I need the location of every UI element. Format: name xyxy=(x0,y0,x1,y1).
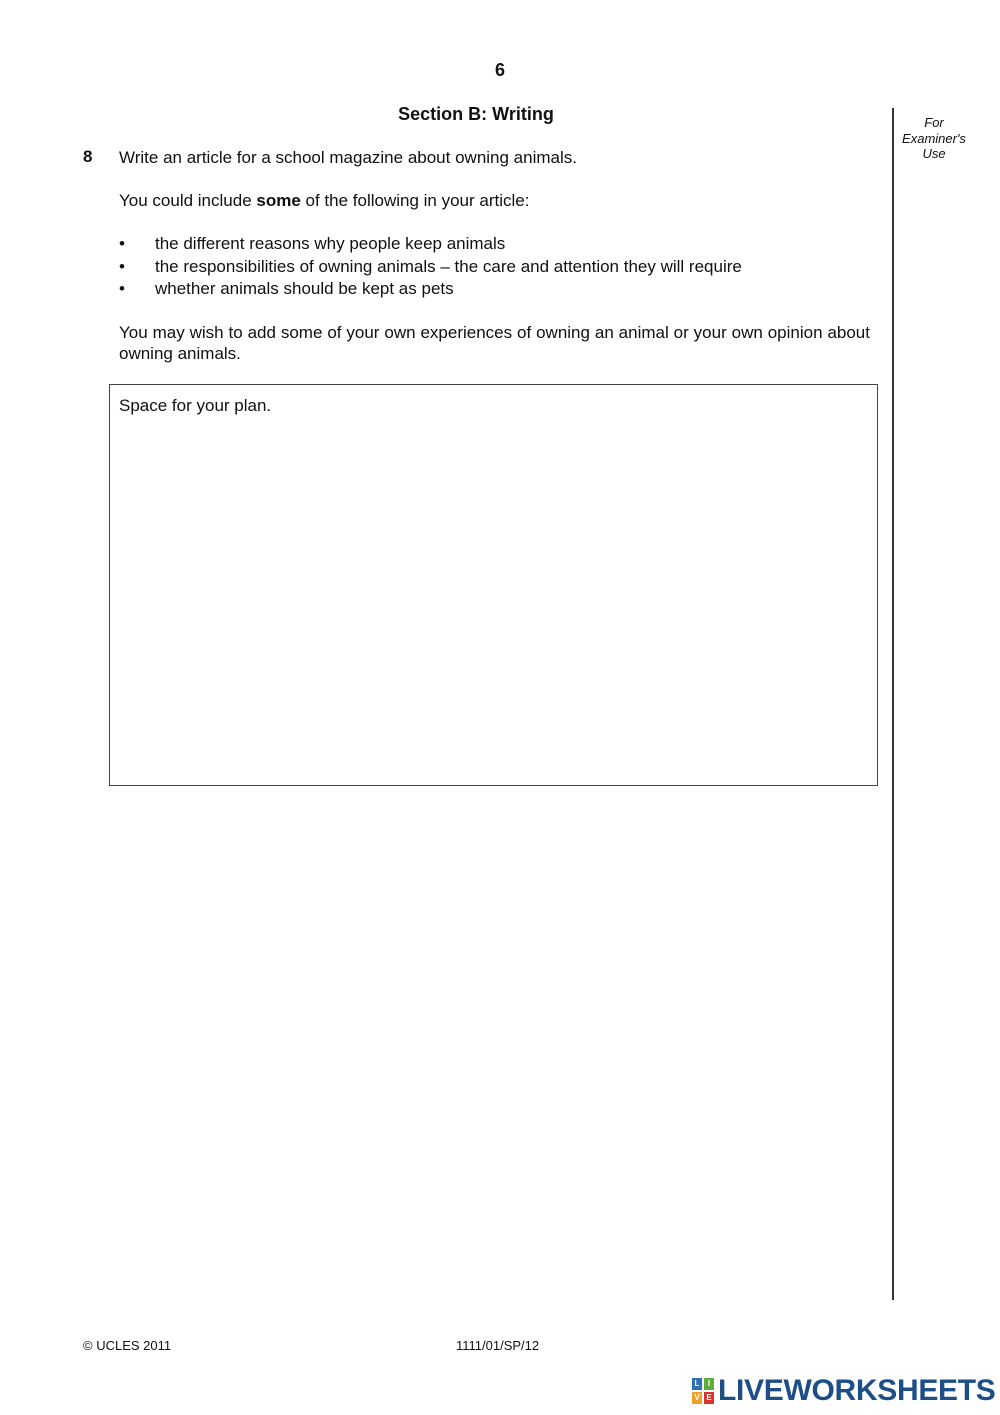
footer-paper-code: 1111/01/SP/12 xyxy=(456,1338,540,1353)
list-item-text: the different reasons why people keep animals xyxy=(155,234,506,253)
logo-letter: L xyxy=(692,1378,702,1390)
intro-emphasis: some xyxy=(256,191,301,210)
bullet-icon: • xyxy=(119,256,125,276)
liveworksheets-wordmark: LIVEWORKSHEETS xyxy=(718,1374,996,1407)
list-item-text: whether animals should be kept as pets xyxy=(155,279,454,298)
logo-letter: E xyxy=(704,1392,714,1404)
plan-box-label: Space for your plan. xyxy=(119,396,272,415)
bullet-list xyxy=(119,233,742,301)
liveworksheets-icon xyxy=(692,1378,714,1404)
list-item-text: the responsibilities of owning animals – the care and attention they will require xyxy=(155,256,742,276)
question-text: Write an article for a school magazine about owning animals. xyxy=(119,148,577,167)
list-item xyxy=(119,233,742,256)
logo-letter: I xyxy=(704,1378,714,1390)
examiner-label-line: For xyxy=(924,115,944,130)
question-intro xyxy=(119,190,529,211)
section-title: Section B: Writing xyxy=(398,104,554,124)
question-number: 8 xyxy=(83,147,93,166)
intro-text: of the following in your article: xyxy=(300,191,530,210)
list-item xyxy=(119,256,742,279)
liveworksheets-logo[interactable] xyxy=(692,1374,996,1408)
bullet-icon: • xyxy=(119,279,125,298)
examiner-use-label xyxy=(896,115,972,162)
footer-copyright: © UCLES 2011 xyxy=(83,1338,172,1353)
bullet-icon: • xyxy=(119,234,125,253)
logo-letter: V xyxy=(692,1392,702,1404)
examiner-margin-line xyxy=(892,108,894,1300)
plan-box[interactable] xyxy=(109,384,878,786)
intro-text: You could include xyxy=(119,191,257,210)
page-number: 6 xyxy=(494,60,505,80)
examiner-label-line: Examiner's xyxy=(902,130,966,146)
question-extra-text: You may wish to add some of your own experiences of owning an animal or your own opinion about owning animals. xyxy=(119,323,870,363)
examiner-label-line: Use xyxy=(922,146,946,161)
list-item xyxy=(119,278,742,301)
